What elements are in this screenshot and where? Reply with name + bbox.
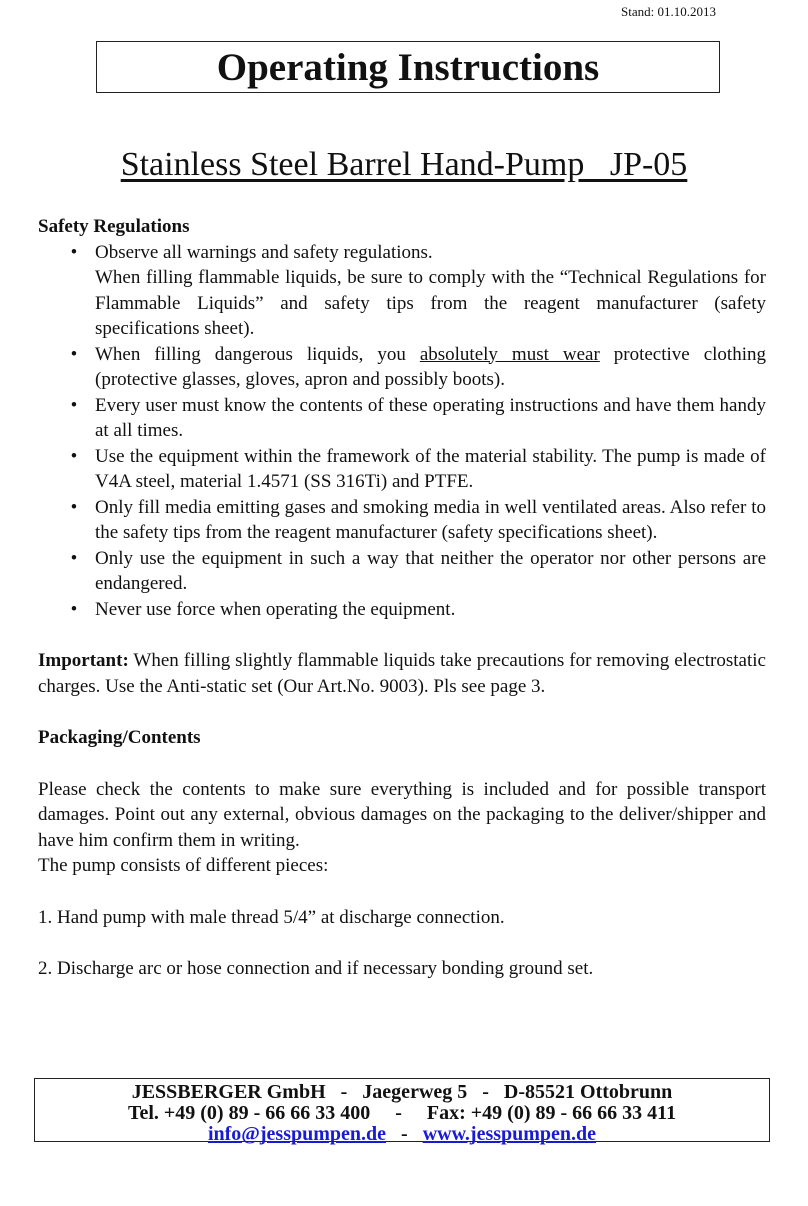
list-item-text: Only fill media emitting gases and smoking media in well ventilated areas. Also refer to the safety tips from the reagent manufacturer (safety specifications sheet). bbox=[95, 496, 766, 543]
list-item-text: protective clothing (protective glasses, gloves, apron and possibly boots). bbox=[95, 343, 766, 390]
footer-address: JESSBERGER GmbH - Jaegerweg 5 - D-85521 Ottobrunn bbox=[131, 1081, 673, 1103]
bullet-icon: • bbox=[70, 241, 78, 263]
safety-heading: Safety Regulations bbox=[38, 216, 190, 237]
contents-item-1: 1. Hand pump with male thread 5/4” at discharge connection. bbox=[38, 906, 505, 928]
website-link[interactable]: www.jesspumpen.de bbox=[422, 1123, 597, 1145]
list-item-text: Observe all warnings and safety regulations. bbox=[95, 241, 433, 263]
title-box bbox=[96, 41, 720, 93]
list-item bbox=[38, 546, 766, 597]
important-text: When filling slightly flammable liquids take precautions for removing electrostatic charges. Use the Anti-static set (Our Art.No. 9003). Pls see page 3. bbox=[38, 650, 766, 697]
packaging-heading: Packaging/Contents bbox=[38, 727, 201, 748]
list-item-text: Every user must know the contents of these operating instructions and have them handy at all times. bbox=[95, 394, 766, 441]
bullet-icon: • bbox=[70, 343, 78, 365]
emphasis-text: absolutely must wear bbox=[419, 343, 600, 365]
list-item bbox=[38, 597, 766, 623]
page-subtitle: Stainless Steel Barrel Hand-Pump JP-05 bbox=[120, 146, 688, 183]
safety-list bbox=[38, 240, 766, 623]
footer-links bbox=[35, 1124, 769, 1145]
page-title: Operating Instructions bbox=[216, 45, 600, 89]
contents-item-2: 2. Discharge arc or hose connection and if necessary bonding ground set. bbox=[38, 958, 594, 979]
list-item bbox=[38, 444, 766, 495]
list-item bbox=[38, 495, 766, 546]
document-body bbox=[38, 214, 766, 982]
bullet-icon: • bbox=[70, 394, 78, 416]
footer-phone-fax: Tel. +49 (0) 89 - 66 66 33 400 - Fax: +49 (0) 89 - 66 66 33 411 bbox=[127, 1102, 677, 1124]
bullet-icon: • bbox=[70, 445, 78, 467]
stand-date: Stand: 01.10.2013 bbox=[621, 4, 716, 19]
list-item-text: Only use the equipment in such a way that neither the operator nor other persons are endangered. bbox=[95, 547, 766, 594]
footer-separator: - bbox=[386, 1123, 423, 1145]
list-item-text: When filling flammable liquids, be sure to comply with the “Technical Regulations for Flammable Liquids” and safety tips from the reagent manufacturer (safety specifications sheet). bbox=[95, 267, 766, 339]
list-item bbox=[38, 240, 766, 342]
bullet-icon: • bbox=[70, 547, 78, 569]
important-label: Important: bbox=[38, 650, 129, 671]
list-item-text: Use the equipment within the framework of the material stability. The pump is made of V4A steel, material 1.4571 (SS 316Ti) and PTFE. bbox=[95, 445, 766, 492]
list-item bbox=[38, 393, 766, 444]
company-footer bbox=[34, 1078, 770, 1145]
list-item-text: When filling dangerous liquids, you bbox=[95, 343, 420, 365]
list-item bbox=[38, 342, 766, 393]
list-item-text: Never use force when operating the equipment. bbox=[95, 598, 456, 620]
important-note bbox=[38, 648, 766, 699]
packaging-paragraph: Please check the contents to make sure everything is included and for possible transport damages. Point out any external, obvious damages on the packaging to the deliver/shipper and have him confirm them in writing. bbox=[38, 778, 766, 851]
pump-consists-text: The pump consists of different pieces: bbox=[38, 855, 329, 876]
bullet-icon: • bbox=[70, 496, 78, 518]
bullet-icon: • bbox=[70, 598, 78, 620]
email-link[interactable]: info@jesspumpen.de bbox=[207, 1123, 387, 1145]
